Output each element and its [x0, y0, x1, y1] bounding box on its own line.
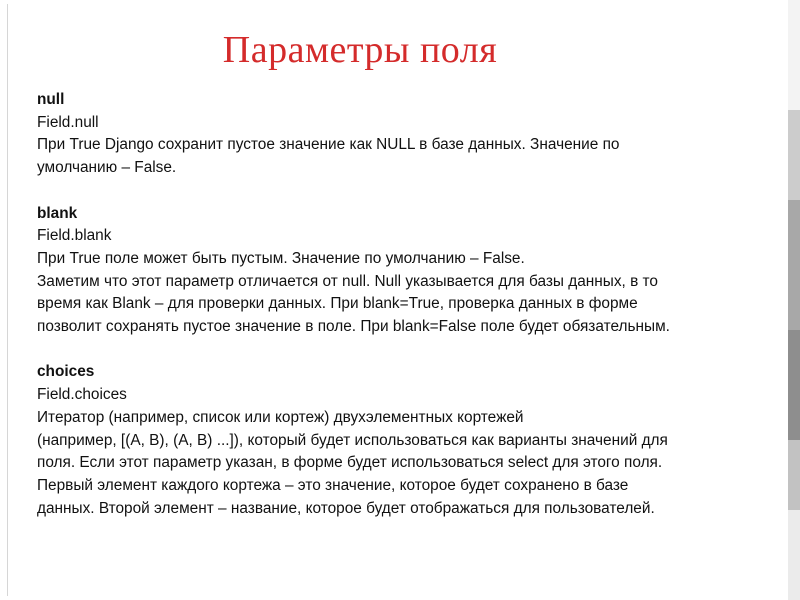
section-null — [37, 89, 782, 180]
field-name: Field.null — [37, 113, 99, 131]
text-line: данных. Второй элемент – название, которое будет отображаться для пользователей. — [37, 499, 655, 517]
section-heading: blank — [37, 204, 78, 222]
left-border-line — [7, 4, 8, 596]
strip-segment — [788, 330, 800, 440]
text-line: Итератор (например, список или кортеж) двухэлементных кортежей — [37, 408, 524, 426]
section-heading: choices — [37, 363, 95, 381]
text-line: умолчанию – False. — [37, 159, 177, 177]
strip-segment — [788, 200, 800, 330]
slide-content — [37, 89, 782, 520]
strip-segment — [788, 440, 800, 510]
text-line: При True поле может быть пустым. Значение по умолчанию – False. — [37, 249, 525, 267]
text-line: позволит сохранять пустое значение в поле. При blank=False поле будет обязательным. — [37, 318, 670, 336]
text-line: Первый элемент каждого кортежа – это значение, которое будет сохранено в базе — [37, 476, 629, 494]
section-blank — [37, 203, 782, 339]
text-line: время как Blank – для проверки данных. При blank=True, проверка данных в форме — [37, 295, 638, 313]
text-line: (например, [(A, B), (A, B) ...]), который будет использоваться как варианты значений для — [37, 431, 668, 449]
text-line: При True Django сохранит пустое значение как NULL в базе данных. Значение по — [37, 136, 620, 154]
slide-title: Параметры поля — [222, 29, 498, 71]
strip-segment — [788, 510, 800, 600]
section-heading: null — [37, 91, 65, 108]
field-name: Field.blank — [37, 227, 112, 245]
right-decorative-strip — [788, 0, 800, 600]
field-name: Field.choices — [37, 386, 127, 404]
strip-segment — [788, 110, 800, 200]
text-line: Заметим что этот параметр отличается от null. Null указывается для базы данных, в то — [37, 272, 658, 290]
section-choices — [37, 361, 782, 520]
strip-segment — [788, 0, 800, 110]
text-line: поля. Если этот параметр указан, в форме будет использоваться select для этого поля. — [37, 454, 663, 472]
